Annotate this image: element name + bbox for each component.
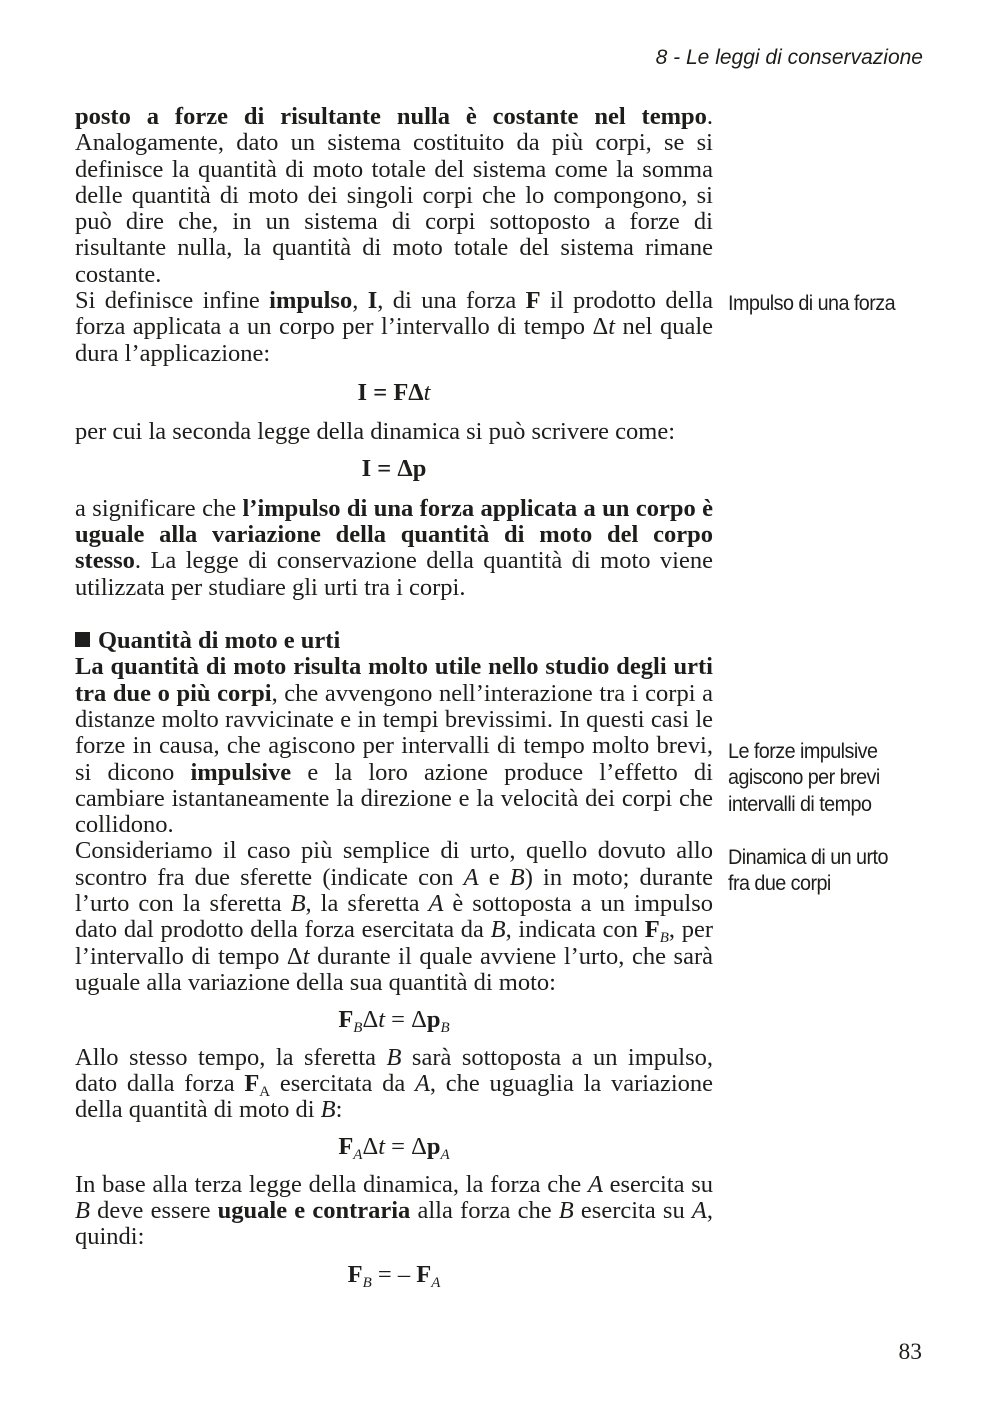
paragraph-terza-legge: In base alla terza legge della dinamica, la forza che A esercita su B deve essere uguale e contraria alla forza che B esercita su A, quindi: (75, 1170, 713, 1251)
sidenote-impulso: Impulso di una forza (728, 291, 896, 315)
equation-impulso-delta-p: I = Δp (361, 454, 427, 482)
paragraph-impulso-b: Allo stesso tempo, la sferetta B sarà sottoposta a un impulso, dato dalla forza $F_A$ esercitata da A, che uguaglia la variazione della quantità di moto di B: (75, 1043, 714, 1124)
sidenote-dinamica-urto: Dinamica di un urto fra due corpi (728, 845, 888, 896)
paragraph-urti: La quantità di moto risulta molto utile nello studio degli urti tra due o più corpi, che avvengono nell’interazione tra i corpi a distanze molto ravvicinate e in tempi brevissimi. In questi casi le forze in causa, che agiscono per intervalli di tempo molto brevi, si dicono impulsive e la loro azione produce l’effetto di cambiare istantaneamente la direzione e la velocità dei corpi che collidono. (75, 653, 713, 839)
main-column (75, 103, 714, 1291)
equation-fa: $F_A\Delta t = \Delta p_A$ (338, 1133, 450, 1164)
section-heading: Quantità di moto e urti (75, 628, 713, 654)
paragraph-significato: a significare che l’impulso di una forza applicata a un corpo è uguale alla variazione della quantità di moto del corpo stesso. La legge di conservazione della quantità di moto viene utilizzata per studiare gli urti tra i corpi. (75, 494, 713, 601)
equation-impulso: I = FΔt (357, 378, 431, 406)
paragraph-seconda-legge: per cui la seconda legge della dinamica si può scrivere come: (75, 418, 675, 446)
paragraph-text: . Analogamente, dato un sistema costituito da più corpi, se si definisce la quantità di moto totale del sistema come la somma delle quantità di moto dei singoli corpi che lo compongono, si può dire che, in un sistema di corpi sottoposto a forze di risultante nulla, la quantità di moto totale del sistema rimane costante. (75, 103, 713, 288)
equation-fb-fa: $F_B$ = – $F_A$ (347, 1260, 441, 1291)
paragraph-impulso-definizione: Si definisce infine impulso, I, di una forza F il prodotto della forza applicata a un corpo per l’intervallo di tempo Δt nel quale dura l’applicazione: (75, 287, 714, 367)
emphasis: posto a forze di risultante nulla è costante nel tempo (75, 103, 707, 130)
paragraph-sferette: Consideriamo il caso più semplice di urto, quello dovuto allo scontro fra due sferette (indicate con A e B) in moto; durante l’urto con la sferetta B, la sferetta A è sottoposta a un impulso dato dal prodotto della forza esercitata da B, indicata con $F_B$, per l’intervallo di tempo Δt durante il quale avviene l’urto, che sarà uguale alla variazione della sua quantità di moto: (75, 837, 714, 996)
sidenote-forze-impulsive: Le forze impulsive agiscono per brevi intervalli di tempo (728, 739, 880, 816)
equation-fb: $F_B\Delta t = \Delta p_B$ (338, 1006, 450, 1037)
paragraph-conservazione (75, 104, 713, 288)
page-number: 83 (898, 1339, 922, 1365)
running-header: 8 - Le leggi di conservazione (655, 46, 923, 69)
square-bullet-icon (75, 632, 90, 647)
